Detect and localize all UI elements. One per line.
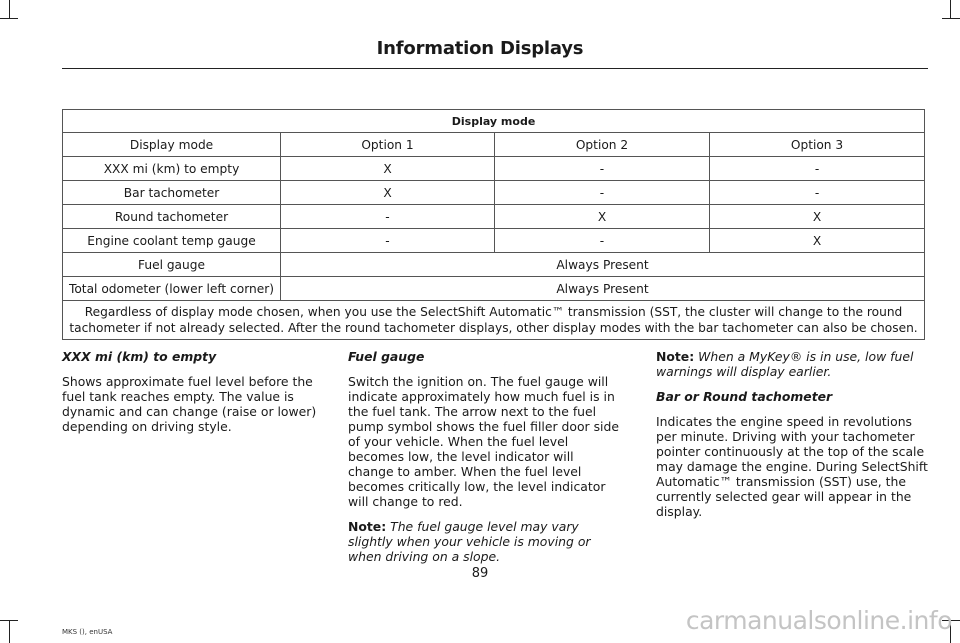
- paragraph: Indicates the engine speed in revolutions per minute. Driving with your tachometer pointer continuously at the top of the scale may damage the engine. During SelectShift Automatic™ transmission (SST) use, the currently selected gear will appear in the display.: [656, 414, 928, 519]
- subheading: XXX mi (km) to empty: [62, 349, 217, 364]
- table-row: [63, 229, 925, 253]
- column-header: Option 1: [281, 133, 495, 157]
- table-cell: Fuel gauge: [63, 253, 281, 277]
- note-text: When a MyKey® is in use, low fuel warnings will display earlier.: [656, 349, 914, 379]
- table-row: [63, 205, 925, 229]
- page-number: 89: [471, 566, 489, 581]
- table-cell: Bar tachometer: [63, 181, 281, 205]
- display-mode-table: [62, 109, 925, 340]
- table-cell: Always Present: [281, 277, 925, 301]
- column-header: Display mode: [63, 133, 281, 157]
- table-cell: -: [281, 205, 495, 229]
- section-title: Information Displays: [376, 38, 584, 59]
- table-cell: -: [281, 229, 495, 253]
- table-cell: Total odometer (lower left corner): [63, 277, 281, 301]
- table-cell: X: [281, 181, 495, 205]
- note: [656, 349, 928, 379]
- table-cell: Always Present: [281, 253, 925, 277]
- table-cell: -: [710, 181, 925, 205]
- table-title: Display mode: [63, 110, 925, 133]
- table-cell: X: [710, 229, 925, 253]
- table-cell: -: [710, 157, 925, 181]
- note-label: Note:: [348, 519, 387, 534]
- watermark: carmanualsonline.info: [685, 606, 952, 635]
- subheading: Bar or Round tachometer: [656, 389, 833, 404]
- column-1: [62, 349, 334, 444]
- table-row: [63, 253, 925, 277]
- table-row: [63, 157, 925, 181]
- table-cell: -: [495, 157, 710, 181]
- table-cell: XXX mi (km) to empty: [63, 157, 281, 181]
- table-cell: X: [281, 157, 495, 181]
- table-cell: -: [495, 229, 710, 253]
- table-footnote: Regardless of display mode chosen, when you use the SelectShift Automatic™ transmission (SST, the cluster will change to the round tachometer if not already selected. After the round tachometer displays, other display modes with the bar tachometer can also be chosen.: [63, 301, 925, 340]
- paragraph: Switch the ignition on. The fuel gauge will indicate approximately how much fuel is in the fuel tank. The arrow next to the fuel pump symbol shows the fuel filler door side of your vehicle. When the fuel level becomes low, the level indicator will change to amber. When the fuel level becomes critically low, the level indicator will change to red.: [348, 374, 619, 509]
- crop-mark: [950, 0, 951, 18]
- table-header-row: [63, 133, 925, 157]
- table-cell: -: [495, 181, 710, 205]
- subheading: Fuel gauge: [348, 349, 425, 364]
- table-row: [63, 277, 925, 301]
- crop-mark: [942, 18, 960, 19]
- column-2: [348, 349, 620, 574]
- crop-mark: [0, 620, 18, 621]
- table-row: [63, 301, 925, 340]
- table-cell: Engine coolant temp gauge: [63, 229, 281, 253]
- table-cell: X: [710, 205, 925, 229]
- crop-mark: [9, 620, 10, 643]
- column-header: Option 3: [710, 133, 925, 157]
- footer-text: MKS (), enUSA: [62, 628, 113, 636]
- note-text: The fuel gauge level may vary slightly when your vehicle is moving or when driving on a slope.: [348, 519, 591, 564]
- note: [348, 519, 620, 564]
- paragraph: Shows approximate fuel level before the fuel tank reaches empty. The value is dynamic and can change (raise or lower) depending on driving style.: [62, 374, 317, 434]
- crop-mark: [0, 18, 18, 19]
- table-cell: X: [495, 205, 710, 229]
- column-3: [656, 349, 928, 529]
- table-row: [63, 181, 925, 205]
- column-header: Option 2: [495, 133, 710, 157]
- table-cell: Round tachometer: [63, 205, 281, 229]
- crop-mark: [9, 0, 10, 18]
- note-label: Note:: [656, 349, 695, 364]
- header-rule: [62, 68, 928, 69]
